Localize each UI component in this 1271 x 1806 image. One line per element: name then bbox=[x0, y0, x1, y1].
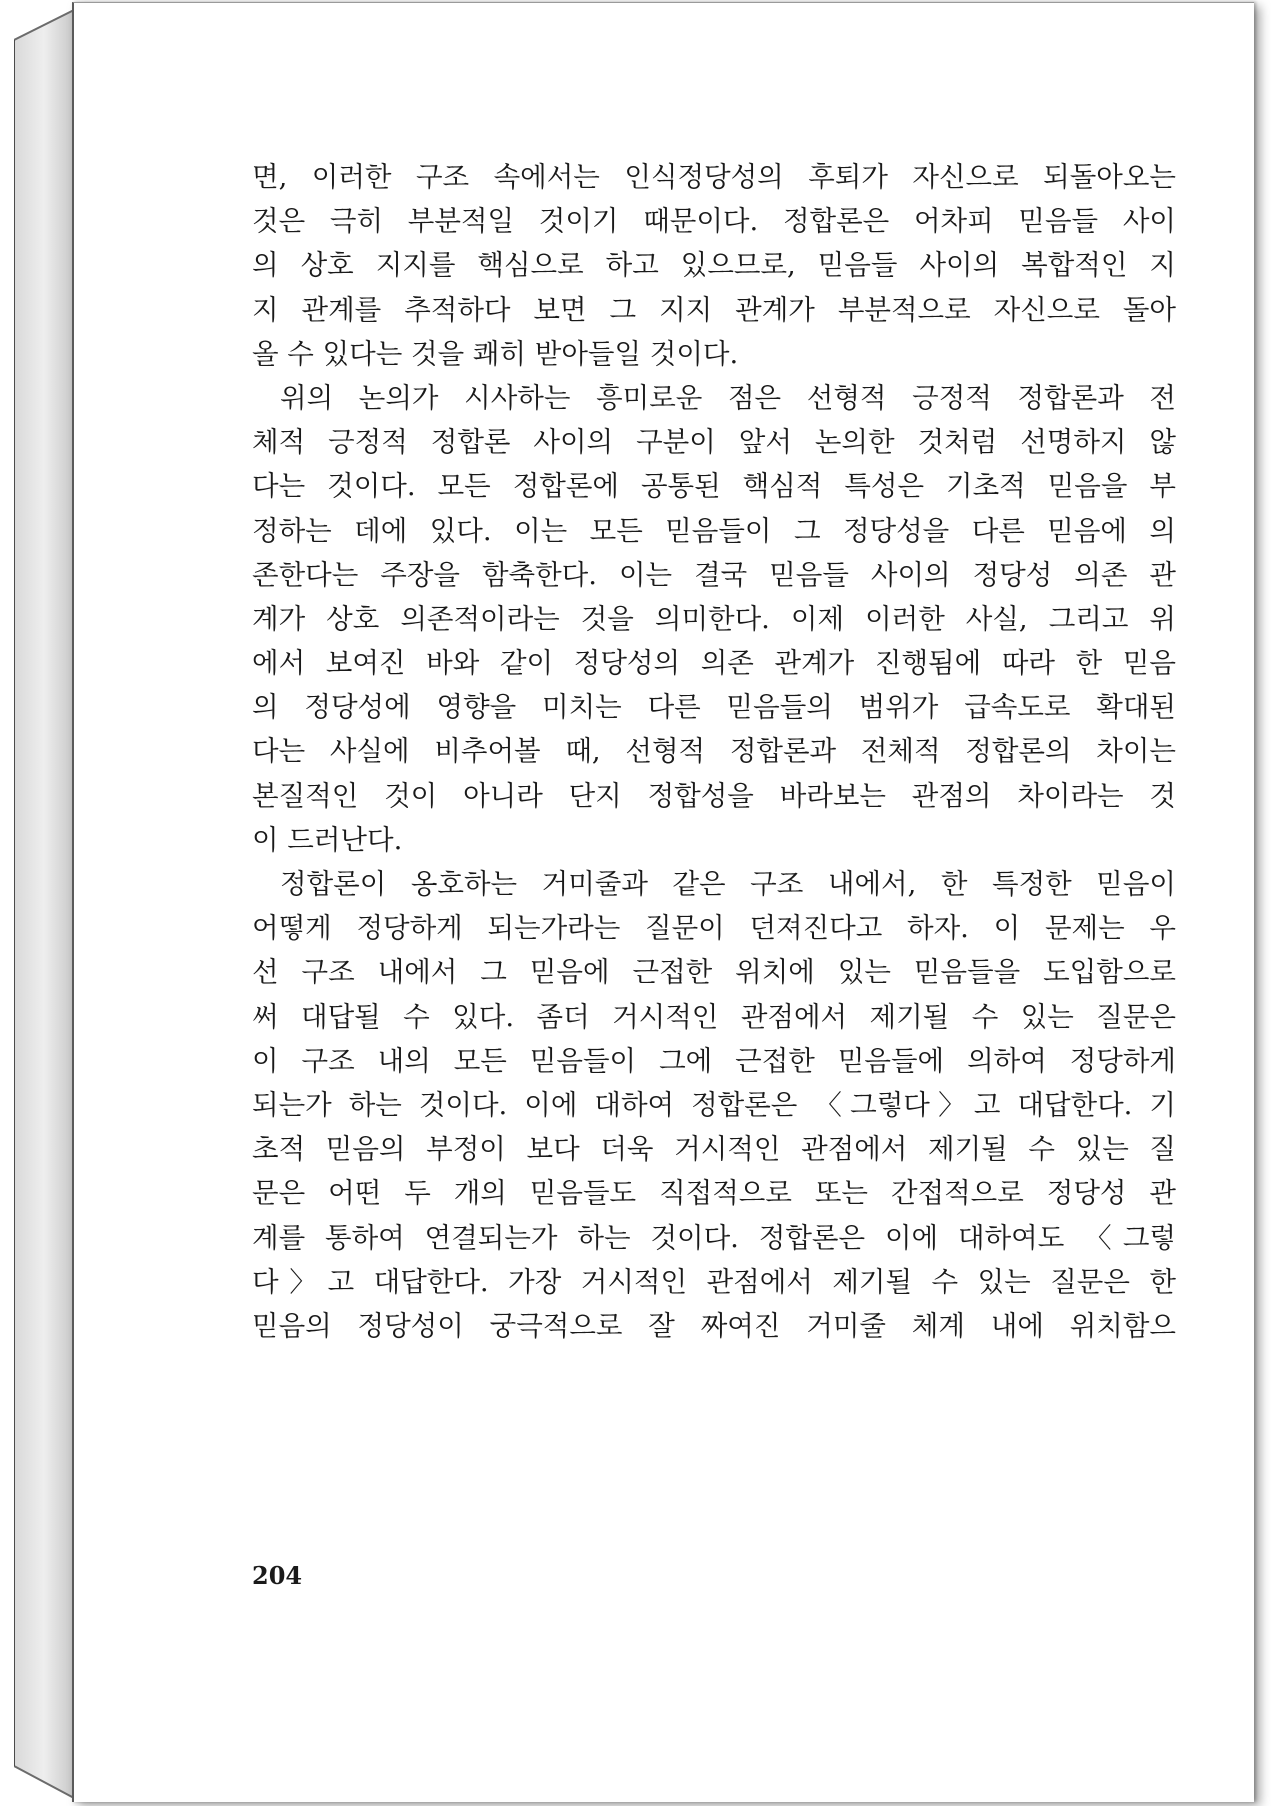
text-line: 에서 보여진 바와 같이 정당성의 의존 관계가 진행됨에 따라 한 믿음 bbox=[252, 647, 1176, 680]
page-number: 204 bbox=[252, 1561, 303, 1590]
text-line: 다는 사실에 비추어볼 때, 선형적 정합론과 전체적 정합론의 차이는 bbox=[252, 735, 1176, 768]
text-line: 지 관계를 추적하다 보면 그 지지 관계가 부분적으로 자신으로 돌아 bbox=[252, 293, 1176, 326]
page-body bbox=[252, 155, 1176, 1348]
text-line: 면, 이러한 구조 속에서는 인식정당성의 후퇴가 자신으로 되돌아오는 bbox=[252, 161, 1176, 193]
text-line: 계를 통하여 연결되는가 하는 것이다. 정합론은 이에 대하여도 〈그렇 bbox=[252, 1221, 1176, 1254]
text-line: 이 구조 내의 모든 믿음들이 그에 근접한 믿음들에 의하여 정당하게 bbox=[252, 1044, 1176, 1077]
paragraph-1 bbox=[252, 155, 1176, 376]
paragraph-3 bbox=[252, 862, 1176, 1348]
text-line: 정합론이 옹호하는 거미줄과 같은 구조 내에서, 한 특정한 믿음이 bbox=[280, 868, 1176, 900]
text-line: 다〉고 대답한다. 가장 거시적인 관점에서 제기될 수 있는 질문은 한 bbox=[252, 1265, 1176, 1298]
text-line: 의 상호 지지를 핵심으로 하고 있으므로, 믿음들 사이의 복합적인 지 bbox=[252, 249, 1176, 282]
book-spine-graphic bbox=[14, 10, 76, 1798]
text-line: 계가 상호 의존적이라는 것을 의미한다. 이제 이러한 사실, 그리고 위 bbox=[252, 602, 1176, 635]
text-line: 체적 긍정적 정합론 사이의 구분이 앞서 논의한 것처럼 선명하지 않 bbox=[252, 426, 1176, 459]
text-line: 존한다는 주장을 함축한다. 이는 결국 믿음들 사이의 정당성 의존 관 bbox=[252, 558, 1176, 591]
text-line: 올 수 있다는 것을 쾌히 받아들일 것이다. bbox=[252, 337, 739, 370]
book-page bbox=[72, 2, 1254, 1802]
text-line: 본질적인 것이 아니라 단지 정합성을 바라보는 관점의 차이라는 것 bbox=[252, 779, 1176, 812]
text-line: 어떻게 정당하게 되는가라는 질문이 던져진다고 하자. 이 문제는 우 bbox=[252, 912, 1176, 945]
text-line: 다는 것이다. 모든 정합론에 공통된 핵심적 특성은 기초적 믿음을 부 bbox=[252, 470, 1176, 503]
book-spine bbox=[14, 10, 76, 1798]
text-line: 되는가 하는 것이다. 이에 대하여 정합론은 〈그렇다〉고 대답한다. 기 bbox=[252, 1088, 1176, 1121]
text-line: 믿음의 정당성이 궁극적으로 잘 짜여진 거미줄 체계 내에 위치함으 bbox=[252, 1309, 1176, 1342]
text-line: 정하는 데에 있다. 이는 모든 믿음들이 그 정당성을 다른 믿음에 의 bbox=[252, 514, 1176, 547]
text-line: 위의 논의가 시사하는 흥미로운 점은 선형적 긍정적 정합론과 전 bbox=[280, 381, 1176, 414]
text-line: 초적 믿음의 부정이 보다 더욱 거시적인 관점에서 제기될 수 있는 질 bbox=[252, 1133, 1176, 1166]
text-line: 것은 극히 부분적일 것이기 때문이다. 정합론은 어차피 믿음들 사이 bbox=[252, 205, 1176, 238]
text-line: 써 대답될 수 있다. 좀더 거시적인 관점에서 제기될 수 있는 질문은 bbox=[252, 1000, 1176, 1033]
text-line: 문은 어떤 두 개의 믿음들도 직접적으로 또는 간접적으로 정당성 관 bbox=[252, 1177, 1176, 1210]
text-line: 이 드러난다. bbox=[252, 823, 403, 856]
text-line: 선 구조 내에서 그 믿음에 근접한 위치에 있는 믿음들을 도입함으로 bbox=[252, 956, 1176, 989]
paragraph-2 bbox=[252, 376, 1176, 862]
text-line: 의 정당성에 영향을 미치는 다른 믿음들의 범위가 급속도로 확대된 bbox=[252, 691, 1176, 724]
